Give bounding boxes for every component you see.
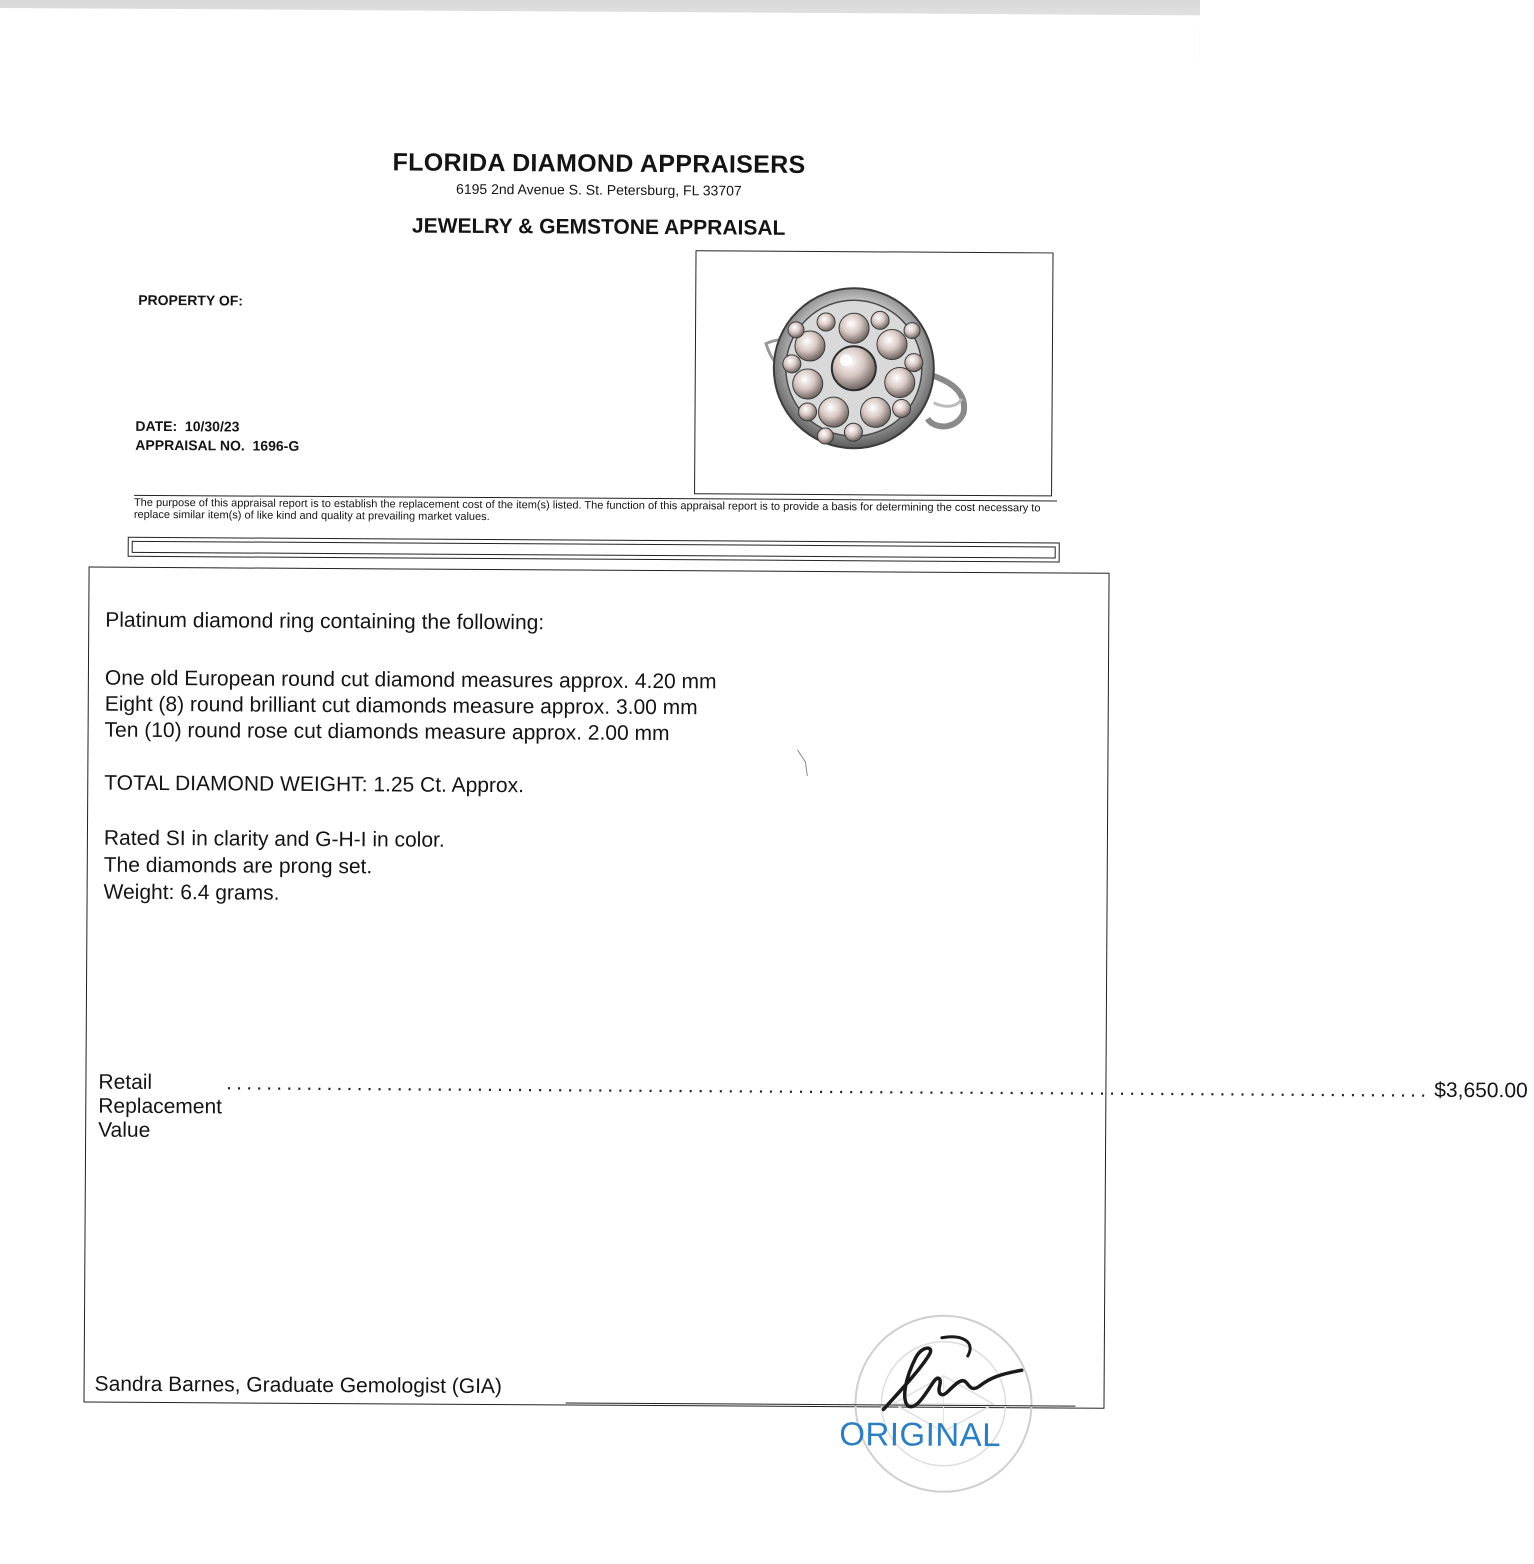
company-address: 6195 2nd Avenue S. St. Petersburg, FL 33707: [456, 180, 742, 199]
value-label: Retail Replacement Value: [98, 1070, 223, 1142]
date-label: DATE:: [135, 417, 178, 435]
company-name: FLORIDA DIAMOND APPRAISERS: [392, 148, 806, 179]
scan-speck: [795, 748, 817, 778]
value-amount: $3,650.00: [1434, 1078, 1528, 1103]
stone-line-1: One old European round cut diamond measures approx. 4.20 mm: [104, 666, 717, 694]
date-row: [135, 418, 239, 435]
appraisal-number-label: APPRAISAL NO.: [135, 436, 245, 454]
date-value: 10/30/23: [184, 418, 240, 435]
double-rule-bar: [128, 537, 1060, 563]
purpose-statement: The purpose of this appraisal report is to establish the replacement cost of the item(s) listed. The function of this appraisal report is to provide a basis for determining the cost necessary to replace similar item(s) of like kind and quality at prevailing market values.: [133, 496, 1041, 524]
signer-name: Sandra Barnes, Graduate Gemologist (GIA): [94, 1372, 503, 1399]
stone-line-2: Eight (8) round brilliant cut diamonds measure approx. 3.00 mm: [104, 692, 698, 720]
ring-photo-frame: [694, 250, 1053, 496]
detail-line-1: Rated SI in clarity and G-H-I in color.: [103, 826, 445, 852]
description-intro: Platinum diamond ring containing the following:: [105, 608, 545, 635]
appraisal-number-row: [135, 437, 299, 454]
appraisal-document: [0, 8, 1528, 1562]
retail-replacement-value-row: [98, 1070, 1528, 1149]
property-of-label: PROPERTY OF:: [138, 291, 244, 309]
diamond-ring-photo: [695, 251, 1052, 495]
appraisal-number-value: 1696-G: [252, 437, 300, 454]
document-title: JEWELRY & GEMSTONE APPRAISAL: [411, 214, 786, 240]
dot-leader: ........................................................................................................................: [226, 1071, 1431, 1102]
detail-line-2: The diamonds are prong set.: [103, 853, 373, 879]
original-stamp: ORIGINAL: [839, 1415, 1002, 1454]
detail-line-3: Weight: 6.4 grams.: [103, 880, 280, 905]
total-diamond-weight: TOTAL DIAMOND WEIGHT: 1.25 Ct. Approx.: [104, 771, 525, 798]
stone-line-3: Ten (10) round rose cut diamonds measure approx. 2.00 mm: [104, 718, 670, 746]
